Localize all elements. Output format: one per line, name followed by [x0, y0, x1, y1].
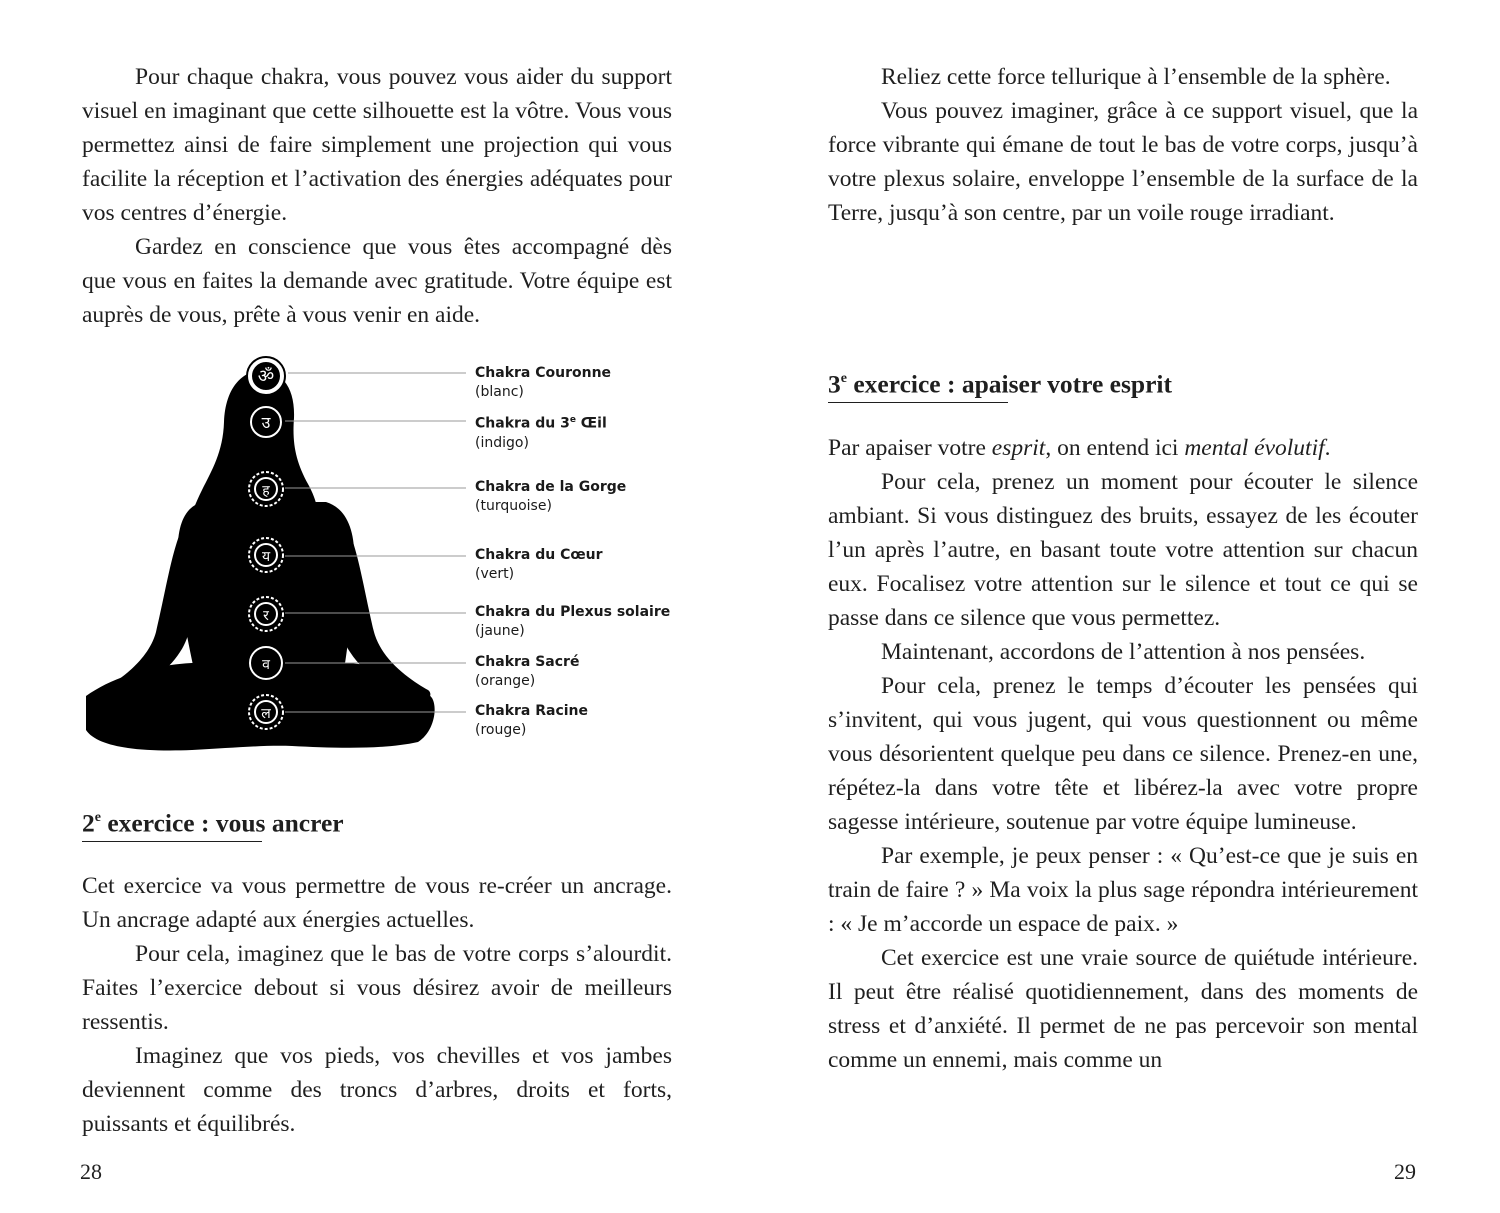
svg-text:उ: उ [261, 413, 271, 432]
svg-text:ॐ: ॐ [257, 366, 275, 387]
chakra-figure [82, 352, 682, 762]
paragraph: Reliez cette force tellurique à l’ensemble de la sphère. [881, 64, 1391, 90]
section-text [828, 431, 1418, 1077]
section-text [82, 869, 672, 1141]
paragraph: Gardez en conscience que vous êtes accompagné dès que vous en faites la demande avec gratitude. Votre équipe est auprès de vous, prête à vous venir en aide. [82, 234, 672, 328]
paragraph: Cet exercice va vous permettre de vous re-créer un ancrage. Un ancrage adapté aux énergies actuelles. [82, 873, 672, 933]
paragraph: Par exemple, je peux penser : « Qu’est-ce que je suis en train de faire ? » Ma voix la plus sage répondra intérieurement : « Je m’accorde un espace de paix. » [828, 843, 1418, 937]
meditation-silhouette [82, 352, 472, 762]
paragraph: Pour cela, prenez le temps d’écouter les pensées qui s’invitent, qui vous jugent, qui vous questionnent ou même vous désorientent quelque peu dans ce silence. Prenez-en une, répétez-la dans votre tête et libérez-la avec votre propre sagesse intérieure, soutenue par votre équipe lumineuse. [828, 673, 1418, 835]
svg-text:ह: ह [262, 483, 270, 499]
paragraph: Par apaiser votre esprit, on entend ici mental évolutif. [828, 435, 1331, 461]
chakra-label-throat: Chakra de la Gorge (turquoise) [475, 479, 627, 514]
page-number: 29 [1394, 1159, 1416, 1184]
paragraph: Pour cela, prenez un moment pour écouter le silence ambiant. Si vous distinguez des bruits, essayez de les écouter l’un après l’autre, en basant toute votre attention sur chacun eux. Focalisez votre attention sur le silence et tout ce qui se passe dans ce silence que vous permettez. [828, 469, 1418, 631]
paragraph: Cet exercice est une vraie source de quiétude intérieure. Il peut être réalisé quotidiennement, dans des moments de stress et d’anxiété. Il permet de ne pas percevoir son mental comme un ennemi, mais comme un [828, 945, 1418, 1073]
paragraph: Maintenant, accordons de l’attention à nos pensées. [881, 639, 1366, 665]
chakra-label-third-eye: Chakra du 3e Œil (indigo) [475, 415, 607, 451]
svg-text:य: य [261, 549, 271, 565]
intro-text [82, 60, 672, 332]
top-text [828, 60, 1418, 230]
section-heading: 2e exercice : vous ancrer [82, 808, 344, 838]
right-page [750, 0, 1500, 1213]
chakra-label-root: Chakra Racine (rouge) [475, 703, 589, 738]
heading-underline [828, 402, 1008, 403]
heading-underline [82, 841, 262, 842]
svg-text:ल: ल [261, 706, 271, 722]
chakra-label-sacral: Chakra Sacré (orange) [475, 654, 580, 689]
page-number: 28 [80, 1159, 102, 1184]
section-heading: 3e exercice : apaiser votre esprit [828, 369, 1172, 399]
paragraph: Imaginez que vos pieds, vos chevilles et vos jambes deviennent comme des troncs d’arbres, droits et forts, puissants et équilibrés. [82, 1043, 672, 1137]
svg-text:व: व [262, 657, 270, 673]
paragraph: Vous pouvez imaginer, grâce à ce support visuel, que la force vibrante qui émane de tout le bas de votre corps, jusqu’à votre plexus solaire, enveloppe l’ensemble de la surface de la Terre, jusqu’à son centre, par un voile rouge irradiant. [828, 98, 1418, 226]
chakra-label-solar-plexus: Chakra du Plexus solaire (jaune) [475, 604, 671, 639]
paragraph: Pour chaque chakra, vous pouvez vous aider du support visuel en imaginant que cette silhouette est la vôtre. Vous vous permettez ainsi de faire simplement une projection qui vous facilite la réception et l’activation des énergies adéquates pour vos centres d’énergie. [82, 64, 672, 226]
chakra-label-heart: Chakra du Cœur (vert) [475, 547, 603, 582]
svg-text:र: र [263, 608, 269, 624]
chakra-label-crown: Chakra Couronne (blanc) [475, 365, 612, 400]
paragraph: Pour cela, imaginez que le bas de votre corps s’alourdit. Faites l’exercice debout si vous désirez avoir de meilleurs ressentis. [82, 941, 672, 1035]
